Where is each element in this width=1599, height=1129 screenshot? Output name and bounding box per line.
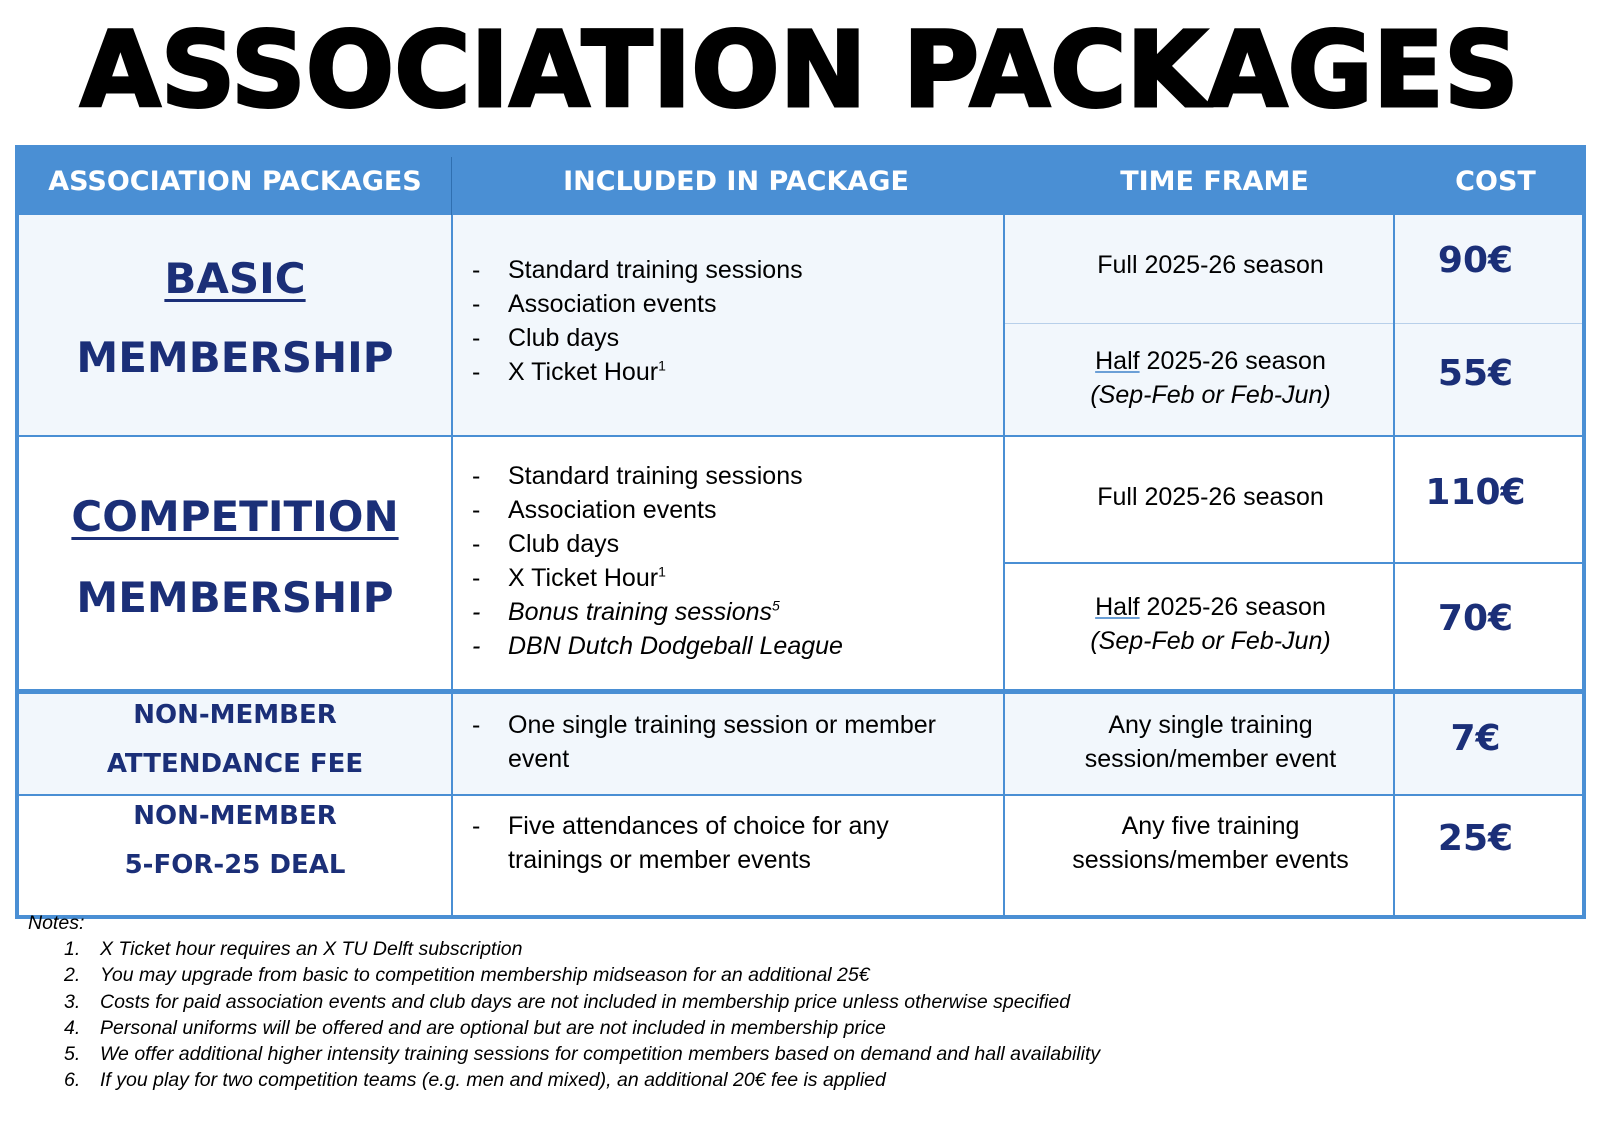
list-item: - One single training session or member event: [472, 708, 936, 776]
list-item: - Club days: [472, 321, 803, 355]
list-item: - Association events: [472, 493, 843, 527]
basic-half-time: Half 2025-26 season (Sep-Feb or Feb-Jun): [1090, 347, 1331, 409]
competition-full-cost: 110€: [1425, 472, 1526, 513]
col-divider: [451, 215, 453, 919]
footnote-ref: 5: [772, 597, 780, 614]
notes-title: Notes:: [28, 912, 85, 934]
competition-name-line1: COMPETITION: [71, 492, 399, 541]
competition-name-line2: MEMBERSHIP: [76, 573, 394, 622]
attendance-name-line1: NON-MEMBER: [133, 700, 337, 730]
note-item: 3. Costs for paid association events and club days are not included in membership price unless otherwise specified: [64, 990, 1071, 1013]
basic-half-cost: 55€: [1437, 353, 1514, 394]
note-item: 2. You may upgrade from basic to competition membership midseason for an additional 25€: [64, 964, 870, 987]
list-item: - Association events: [472, 287, 803, 321]
attendance-included-list: [472, 708, 936, 776]
basic-included-list: [472, 253, 803, 389]
competition-half-cost: 70€: [1437, 598, 1514, 639]
list-item: - Club days: [472, 527, 843, 561]
row-divider: [19, 794, 1582, 796]
notes-section: [28, 910, 1100, 1094]
header-packages: ASSOCIATION PACKAGES: [48, 166, 422, 197]
footnote-ref: 1: [658, 357, 666, 374]
table-header: [19, 149, 1582, 215]
deal-cost: 25€: [1437, 818, 1514, 859]
header-time-frame: TIME FRAME: [1120, 166, 1309, 197]
competition-included-list: [472, 459, 843, 663]
basic-full-cost: 90€: [1437, 240, 1514, 281]
list-item: - X Ticket Hour$^1$: [472, 561, 843, 595]
col-divider: [1003, 215, 1005, 919]
list-item: - Five attendances of choice for any trainings or member events: [472, 809, 889, 877]
attendance-name-line2: ATTENDANCE FEE: [106, 749, 364, 779]
deal-name-line2: 5-FOR-25 DEAL: [124, 850, 346, 880]
deal-included-list: [472, 809, 889, 877]
notes-list: [28, 936, 1100, 1094]
note-item: 4. Personal uniforms will be offered and are optional but are not included in membership price: [64, 1016, 886, 1039]
note-item: 5. We offer additional higher intensity training sessions for competition members based on demand and hall availability: [64, 1043, 1101, 1066]
list-item: - X Ticket Hour$^1$: [472, 355, 803, 389]
sub-row-divider: [1003, 562, 1582, 564]
list-item: - DBN Dutch Dodgeball League: [472, 629, 843, 663]
basic-name-line2: MEMBERSHIP: [76, 333, 394, 382]
list-item: - Bonus training sessions$^5$: [472, 595, 843, 629]
basic-name-line1: BASIC: [164, 254, 306, 303]
deal-name-line1: NON-MEMBER: [133, 801, 337, 831]
header-cost: COST: [1455, 166, 1536, 197]
row-divider-thick: [19, 689, 1582, 694]
attendance-time: Any single training session/member event: [1084, 711, 1337, 773]
list-item: - Standard training sessions: [472, 459, 843, 493]
header-included: INCLUDED IN PACKAGE: [563, 166, 909, 197]
basic-full-time: Full 2025-26 season: [1097, 251, 1324, 279]
page-title: ASSOCIATION PACKAGES: [80, 9, 1519, 131]
competition-half-time: Half 2025-26 season (Sep-Feb or Feb-Jun): [1090, 593, 1331, 655]
footnote-ref: 1: [658, 563, 666, 580]
row-divider: [19, 435, 1582, 437]
sub-row-divider: [1003, 323, 1582, 324]
list-item: - Standard training sessions: [472, 253, 803, 287]
competition-full-time: Full 2025-26 season: [1097, 483, 1324, 511]
note-item: 6. If you play for two competition teams (e.g. men and mixed), an additional 20€ fee is applied: [64, 1069, 886, 1092]
attendance-cost: 7€: [1450, 718, 1501, 759]
note-item: 1. X Ticket hour requires an X TU Delft subscription: [64, 938, 523, 960]
deal-time: Any five training sessions/member events: [1072, 812, 1349, 874]
